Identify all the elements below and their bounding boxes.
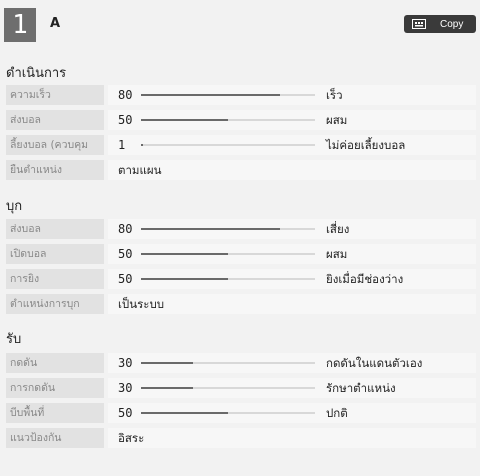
tactic-slider[interactable] <box>141 94 315 96</box>
tactic-description: ยิงเมื่อมีช่องว่าง <box>326 272 404 286</box>
tactic-row[interactable] <box>6 403 476 423</box>
tactic-row[interactable] <box>6 353 476 373</box>
tactic-value: 1 <box>118 138 126 152</box>
tactic-value: 50 <box>118 113 133 127</box>
tactic-value-box <box>108 160 476 180</box>
tactic-row[interactable] <box>6 294 476 314</box>
tactic-option: ตามแผน <box>118 163 162 177</box>
tactic-slider-fill <box>141 362 193 364</box>
tactic-row[interactable] <box>6 219 476 239</box>
tactic-description: ผสม <box>326 113 348 127</box>
tactic-value-box <box>108 85 476 105</box>
tactic-description: กดดันในแดนตัวเอง <box>326 356 423 370</box>
tactic-description: ปกติ <box>326 406 348 420</box>
copy-icon <box>412 19 426 29</box>
tactic-label: การยิง <box>6 269 104 289</box>
tactic-value-box <box>108 110 476 130</box>
tactic-value-box <box>108 294 476 314</box>
tactic-label: ลี้ยงบอล (ควบคุม <box>6 135 104 155</box>
tactic-value: 50 <box>118 406 133 420</box>
tactic-slider-fill <box>141 412 228 414</box>
tactic-description: รักษาตำแหน่ง <box>326 381 396 395</box>
tactic-label: กดดัน <box>6 353 104 373</box>
tactic-row[interactable] <box>6 160 476 180</box>
tactic-description: ไม่ค่อยเลี้ยงบอล <box>326 138 406 152</box>
copy-button[interactable] <box>404 15 476 33</box>
tactic-value-box <box>108 219 476 239</box>
tactic-value: 50 <box>118 272 133 286</box>
tactic-label: ตำแหน่งการบุก <box>6 294 104 314</box>
tactic-value-box <box>108 428 476 448</box>
tactic-row[interactable] <box>6 244 476 264</box>
tactic-value-box <box>108 135 476 155</box>
tactic-label: ส่งบอล <box>6 219 104 239</box>
tactic-slider-fill <box>141 228 280 230</box>
tactic-value: 30 <box>118 356 133 370</box>
tactic-slider-fill <box>141 144 143 146</box>
tactic-label: ยืนตำแหน่ง <box>6 160 104 180</box>
tactic-option: อิสระ <box>118 431 145 445</box>
tactic-label: แนวป้องกัน <box>6 428 104 448</box>
tactic-value-box <box>108 403 476 423</box>
tactic-option: เป็นระบบ <box>118 297 165 311</box>
tactic-row[interactable] <box>6 85 476 105</box>
tactic-description: ผสม <box>326 247 348 261</box>
tactic-value: 30 <box>118 381 133 395</box>
tactic-value: 80 <box>118 88 133 102</box>
header-bar <box>0 0 480 52</box>
tactic-slider-fill <box>141 387 193 389</box>
section-title-build-up: ดำเนินการ <box>6 66 67 81</box>
tactic-row[interactable] <box>6 135 476 155</box>
section-title-attack: บุก <box>6 199 23 214</box>
tactic-value-box <box>108 378 476 398</box>
tactic-slider[interactable] <box>141 278 315 280</box>
tactic-slider-fill <box>141 119 228 121</box>
tactic-value-box <box>108 269 476 289</box>
tactic-description: เสี่ยง <box>326 222 350 236</box>
tactic-row[interactable] <box>6 110 476 130</box>
tactic-row[interactable] <box>6 428 476 448</box>
tactic-slider-fill <box>141 278 228 280</box>
tactic-slider-fill <box>141 94 280 96</box>
tactic-label: ส่งบอล <box>6 110 104 130</box>
tactic-label: ความเร็ว <box>6 85 104 105</box>
tactic-value-box <box>108 353 476 373</box>
tactic-label: การกดดัน <box>6 378 104 398</box>
tactic-label: บีบพื้นที่ <box>6 403 104 423</box>
tactic-slider[interactable] <box>141 228 315 230</box>
tactic-slider[interactable] <box>141 119 315 121</box>
tactic-slider-fill <box>141 253 228 255</box>
team-number-badge: 1 <box>4 8 36 42</box>
tactic-label: เปิดบอล <box>6 244 104 264</box>
tactic-value-box <box>108 244 476 264</box>
tactic-value: 80 <box>118 222 133 236</box>
team-name: A <box>50 16 61 31</box>
tactic-slider[interactable] <box>141 387 315 389</box>
tactic-slider[interactable] <box>141 144 315 146</box>
tactic-slider[interactable] <box>141 253 315 255</box>
tactic-row[interactable] <box>6 378 476 398</box>
copy-label: Copy <box>440 18 464 30</box>
section-title-defence: รับ <box>6 332 22 347</box>
tactic-slider[interactable] <box>141 362 315 364</box>
tactic-description: เร็ว <box>326 88 343 102</box>
tactic-row[interactable] <box>6 269 476 289</box>
tactic-slider[interactable] <box>141 412 315 414</box>
tactic-value: 50 <box>118 247 133 261</box>
